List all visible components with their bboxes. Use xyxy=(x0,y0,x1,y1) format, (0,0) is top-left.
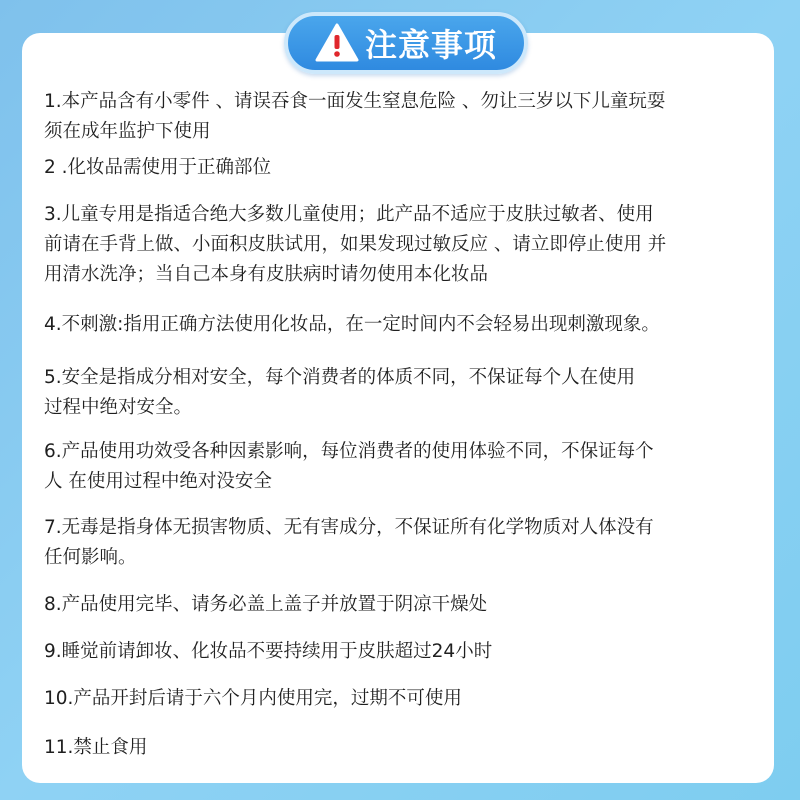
notice-line: 7.无毒是指身体无损害物质、无有害成分，不保证所有化学物质对人体没有 xyxy=(44,517,654,538)
notice-item-5 xyxy=(44,363,764,423)
notice-item-2 xyxy=(44,153,764,183)
notice-line: 2 .化妆品需使用于正确部位 xyxy=(44,157,272,178)
notice-line: 8.产品使用完毕、请务必盖上盖子并放置于阴凉干燥处 xyxy=(44,594,488,615)
notice-item-4 xyxy=(44,310,764,340)
notice-line: 10.产品开封后请于六个月内使用完，过期不可使用 xyxy=(44,688,462,709)
page-title: 注意事项 xyxy=(364,26,497,64)
notice-line: 须在成年监护下使用 xyxy=(44,121,211,142)
notice-item-6 xyxy=(44,437,764,497)
notice-line: 任何影响。 xyxy=(44,547,137,568)
notice-line: 人 在使用过程中绝对没安全 xyxy=(44,471,272,492)
notice-line: 3.儿童专用是指适合绝大多数儿童使用；此产品不适应于皮肤过敏者、使用 xyxy=(44,204,654,225)
notice-line: 5.安全是指成分相对安全，每个消费者的体质不同，不保证每个人在使用 xyxy=(44,367,636,388)
notice-line: 过程中绝对安全。 xyxy=(44,397,193,418)
notice-item-10 xyxy=(44,684,764,714)
notice-item-8 xyxy=(44,590,764,620)
notice-item-11 xyxy=(44,733,764,763)
notice-line: 前请在手背上做、小面积皮肤试用，如果发现过敏反应 、请立即停止使用 并 xyxy=(44,234,667,255)
notice-line: 9.睡觉前请卸妆、化妆品不要持续用于皮肤超过24小时 xyxy=(44,641,493,662)
notice-line: 用清水洗净；当自己本身有皮肤病时请勿使用本化妆品 xyxy=(44,264,489,285)
notice-line: 11.禁止食用 xyxy=(44,737,148,758)
notice-line: 6.产品使用功效受各种因素影响，每位消费者的使用体验不同，不保证每个 xyxy=(44,441,654,462)
notice-line: 1.本产品含有小零件 、请误吞食一面发生窒息危险 、勿让三岁以下儿童玩耍 xyxy=(44,91,666,112)
notice-item-1 xyxy=(44,87,764,147)
notice-item-7 xyxy=(44,513,764,573)
notice-list xyxy=(44,0,764,800)
notice-item-3 xyxy=(44,200,764,290)
notice-line: 4.不刺激:指用正确方法使用化妆品，在一定时间内不会轻易出现刺激现象。 xyxy=(44,314,660,335)
notice-item-9 xyxy=(44,637,764,667)
